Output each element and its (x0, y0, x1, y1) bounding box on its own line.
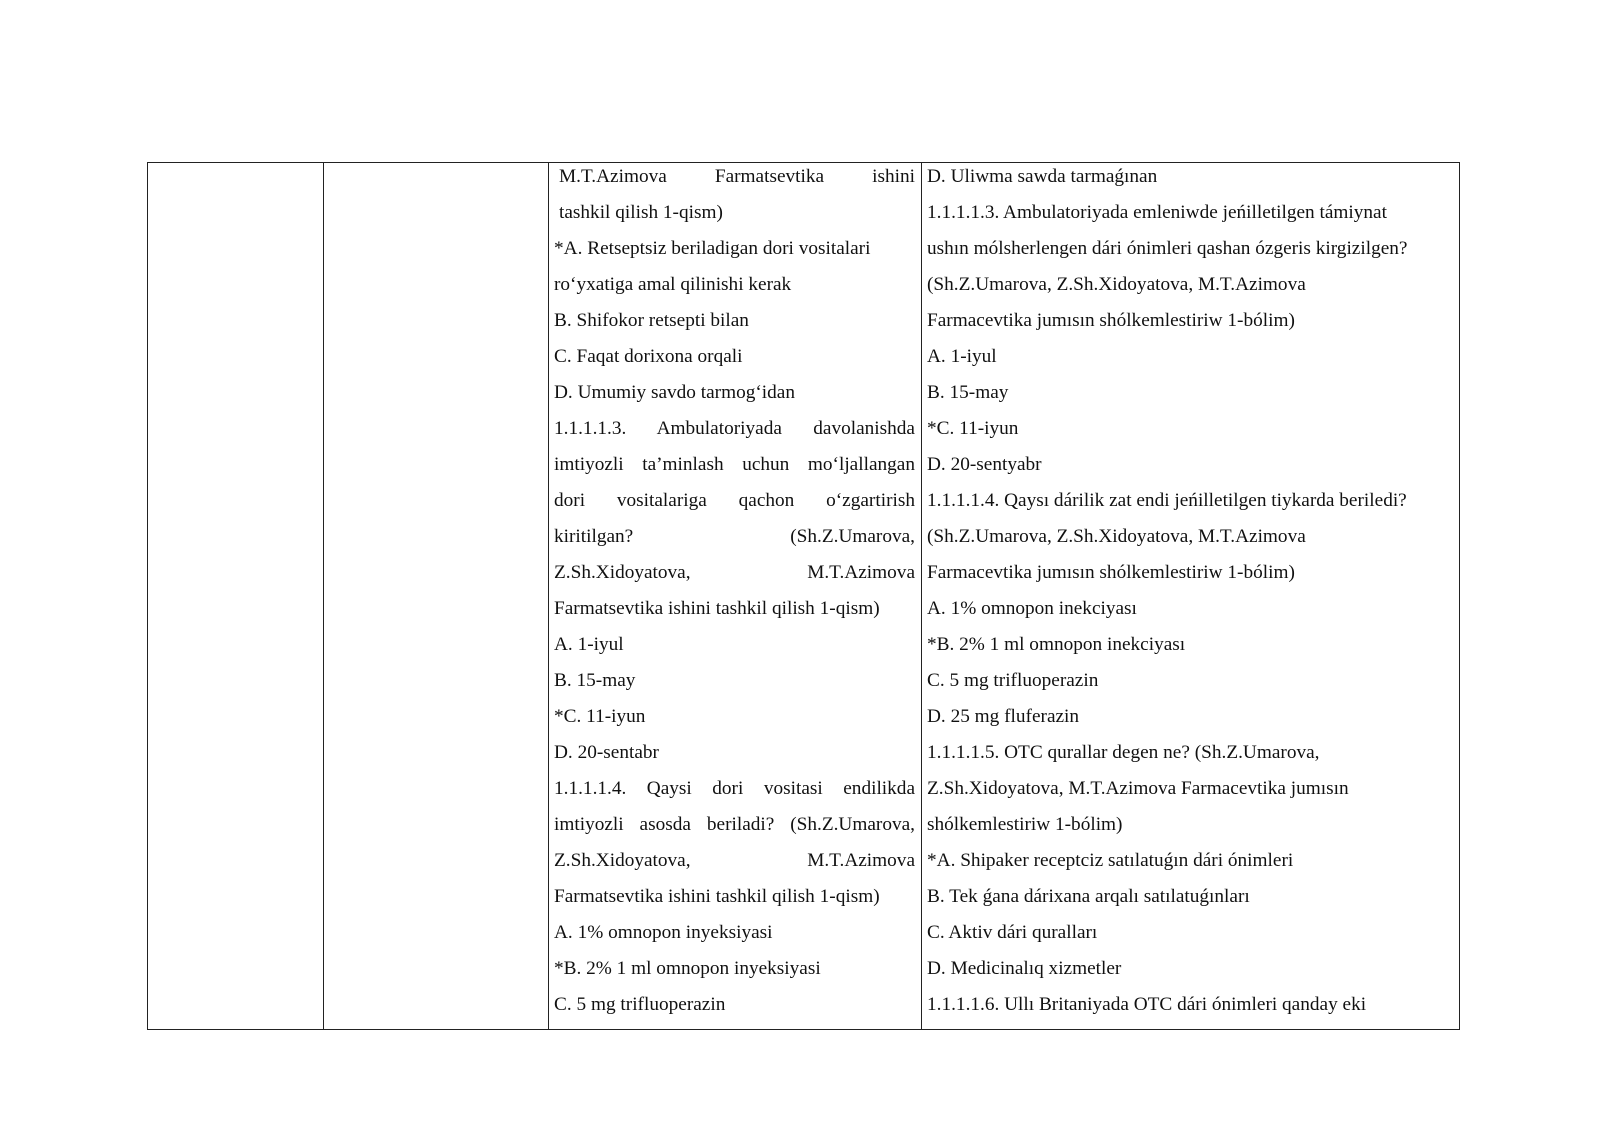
text-line: shólkemlestiriw 1-bólim) (927, 814, 1123, 835)
text-line: dori vositalariga qachon o‘zgartirish (554, 490, 915, 511)
text-line: *A. Retseptsiz beriladigan dori vositalari (554, 238, 871, 259)
text-line: D. 25 mg fluferazin (927, 706, 1080, 727)
text-line: *A. Shipaker receptciz satılatuǵın dári ónimleri (927, 850, 1294, 871)
table-cell-empty-1 (148, 163, 324, 1030)
text-line: 1.1.1.1.4. Qaysi dori vositasi endilikda (554, 778, 915, 799)
text-line: 1.1.1.1.5. OTC qurallar degen ne? (Sh.Z.Umarova, (927, 742, 1320, 763)
text-line: A. 1% omnopon inyeksiyasi (554, 922, 773, 943)
text-line: B. Tek ǵana dárixana arqalı satılatuǵınları (927, 886, 1250, 907)
text-line: Z.Sh.Xidoyatova, M.T.Azimova (554, 850, 915, 871)
text-line: 1.1.1.1.3. Ambulatoriyada davolanishda (554, 418, 915, 439)
text-line: 1.1.1.1.6. Ullı Britaniyada OTC dári ónimleri qanday eki (927, 994, 1367, 1015)
text-line: A. 1-iyul (927, 346, 997, 367)
text-line: C. 5 mg trifluoperazin (554, 994, 726, 1015)
text-line: D. 20-sentyabr (927, 454, 1042, 475)
text-line: B. 15-may (554, 670, 636, 691)
uzbek-text-block (549, 163, 921, 1027)
text-line: Z.Sh.Xidoyatova, M.T.Azimova Farmacevtika jumısın (927, 778, 1349, 799)
text-line: Farmatsevtika ishini tashkil qilish 1-qism) (554, 886, 880, 907)
text-line: B. Shifokor retsepti bilan (554, 310, 749, 331)
text-line: *C. 11-iyun (554, 706, 646, 727)
text-line: C. Aktiv dári quralları (927, 922, 1098, 943)
text-line: imtiyozli ta’minlash uchun mo‘ljallangan (554, 454, 915, 475)
text-line: *B. 2% 1 ml omnopon inekciyası (927, 634, 1186, 655)
text-line: Z.Sh.Xidoyatova, M.T.Azimova (554, 562, 915, 583)
text-line: kiritilgan? (Sh.Z.Umarova, (554, 526, 915, 547)
text-line: D. Uliwma sawda tarmaǵınan (927, 166, 1158, 187)
text-line: D. Medicinalıq xizmetler (927, 958, 1122, 979)
text-line: imtiyozli asosda beriladi? (Sh.Z.Umarova, (554, 814, 915, 835)
karakalpak-text-block (922, 163, 1459, 1027)
text-line: Farmacevtika jumısın shólkemlestiriw 1-bólim) (927, 310, 1295, 331)
text-line: (Sh.Z.Umarova, Z.Sh.Xidoyatova, M.T.Azimova (927, 274, 1306, 295)
text-line: Farmatsevtika ishini tashkil qilish 1-qism) (554, 598, 880, 619)
text-line: Farmacevtika jumısın shólkemlestiriw 1-bólim) (927, 562, 1295, 583)
table-row (148, 163, 1460, 1030)
table-cell-uzbek (549, 163, 922, 1030)
text-line: B. 15-may (927, 382, 1009, 403)
text-line: tashkil qilish 1-qism) (559, 202, 723, 223)
text-line: (Sh.Z.Umarova, Z.Sh.Xidoyatova, M.T.Azimova (927, 526, 1306, 547)
table-cell-empty-2 (324, 163, 549, 1030)
text-line: D. 20-sentabr (554, 742, 659, 763)
text-line: *B. 2% 1 ml omnopon inyeksiyasi (554, 958, 821, 979)
text-line: M.T.Azimova Farmatsevtika ishini (559, 166, 915, 187)
text-line: 1.1.1.1.3. Ambulatoriyada emleniwde jeńilletilgen támiynat (927, 202, 1387, 223)
text-line: ushın mólsherlengen dári ónimleri qashan ózgeris kirgizilgen? (927, 238, 1408, 259)
table-cell-karakalpak (922, 163, 1460, 1030)
text-line: A. 1% omnopon inekciyası (927, 598, 1137, 619)
text-line: ro‘yxatiga amal qilinishi kerak (554, 274, 792, 295)
text-line: D. Umumiy savdo tarmog‘idan (554, 382, 795, 403)
content-table (147, 162, 1460, 1030)
text-line: C. Faqat dorixona orqali (554, 346, 743, 367)
text-line: 1.1.1.1.4. Qaysı dárilik zat endi jeńilletilgen tiykarda beriledi? (927, 490, 1407, 511)
text-line: A. 1-iyul (554, 634, 624, 655)
text-line: *C. 11-iyun (927, 418, 1019, 439)
text-line: C. 5 mg trifluoperazin (927, 670, 1099, 691)
